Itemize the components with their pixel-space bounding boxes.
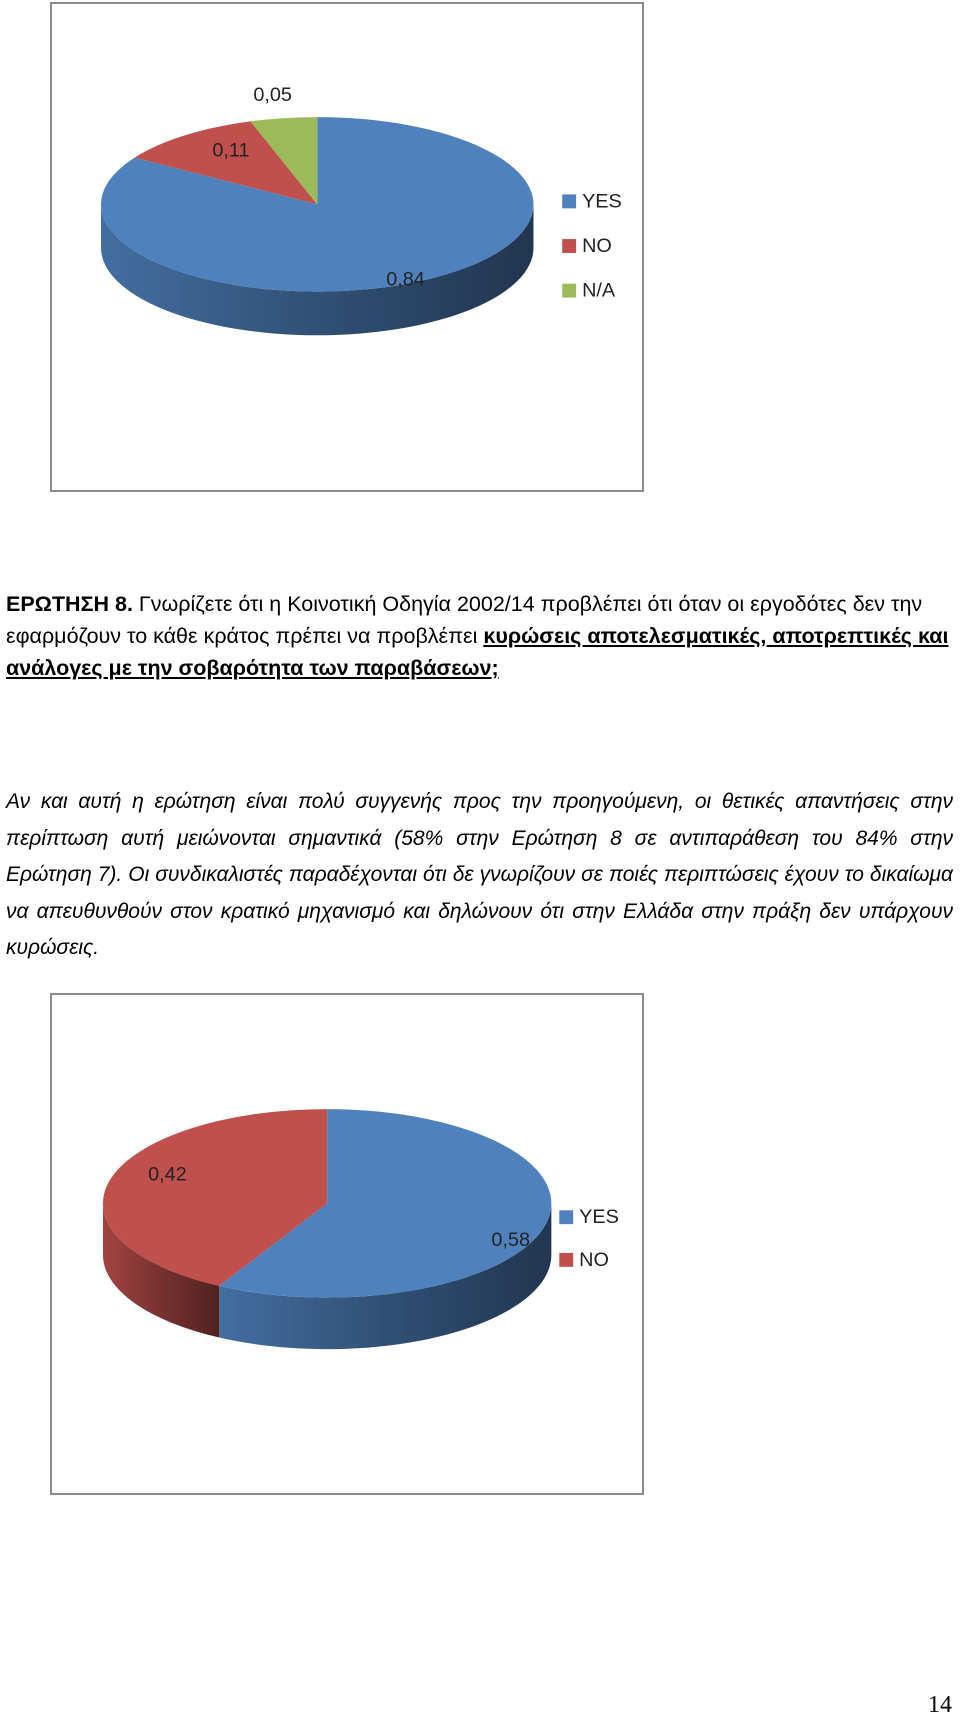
chart-2-frame (50, 993, 644, 1495)
legend-swatch-yes (559, 1210, 573, 1224)
pie-chart-2 (52, 995, 642, 1493)
comment-paragraph: Αν και αυτή η ερώτηση είναι πολύ συγγενής προς την προηγούμενη, οι θετικές απαντήσεις στην περίπτωση αυτή μειώνονται σημαντικά (58% στην Ερώτηση 8 σε αντιπαράθεση του 84% στην Ερώτηση 7). Οι συνδικαλιστές παραδέχονται ότι δε γνωρίζουν σε ποιές περιπτώσεις έχουν το δικαίωμα να απευθυνθούν στον κρατικό μηχανισμό και δηλώνουν ότι στην Ελλάδα στην πράξη δεν υπάρχουν κυρώσεις. (6, 790, 953, 959)
legend-swatch-no (562, 239, 576, 253)
legend-label-na: N/A (582, 279, 616, 302)
legend-label-yes: YES (579, 1206, 619, 1229)
data-label-yes: 0,58 (491, 1228, 530, 1251)
data-label-yes: 0,84 (386, 268, 425, 291)
data-label-no: 0,11 (212, 139, 250, 162)
legend-swatch-na (562, 284, 576, 298)
question-label: ΕΡΩΤΗΣΗ 8. (6, 592, 133, 616)
pie-chart-1 (52, 4, 642, 490)
question-emphasis: κυρώσεις αποτελεσματικές, αποτρεπτικές και ανάλογες με την σοβαρότητα των παραβάσεων; (6, 624, 949, 680)
question-text: Γνωρίζετε ότι η Κοινοτική Οδηγία 2002/14 προβλέπει ότι όταν οι εργοδότες δεν την εφαρμόζουν το κάθε κράτος πρέπει να προβλέπει (6, 592, 923, 648)
data-label-no: 0,42 (148, 1163, 187, 1186)
legend-label-no: NO (582, 234, 612, 257)
data-label-na: 0,05 (253, 84, 292, 107)
chart-1-frame (50, 2, 644, 492)
page-number: 14 (928, 1692, 952, 1718)
legend-swatch-yes (562, 194, 576, 208)
question-8 (6, 588, 956, 684)
legend-swatch-no (559, 1253, 573, 1267)
legend-label-no: NO (579, 1248, 609, 1271)
legend-label-yes: YES (582, 190, 622, 213)
